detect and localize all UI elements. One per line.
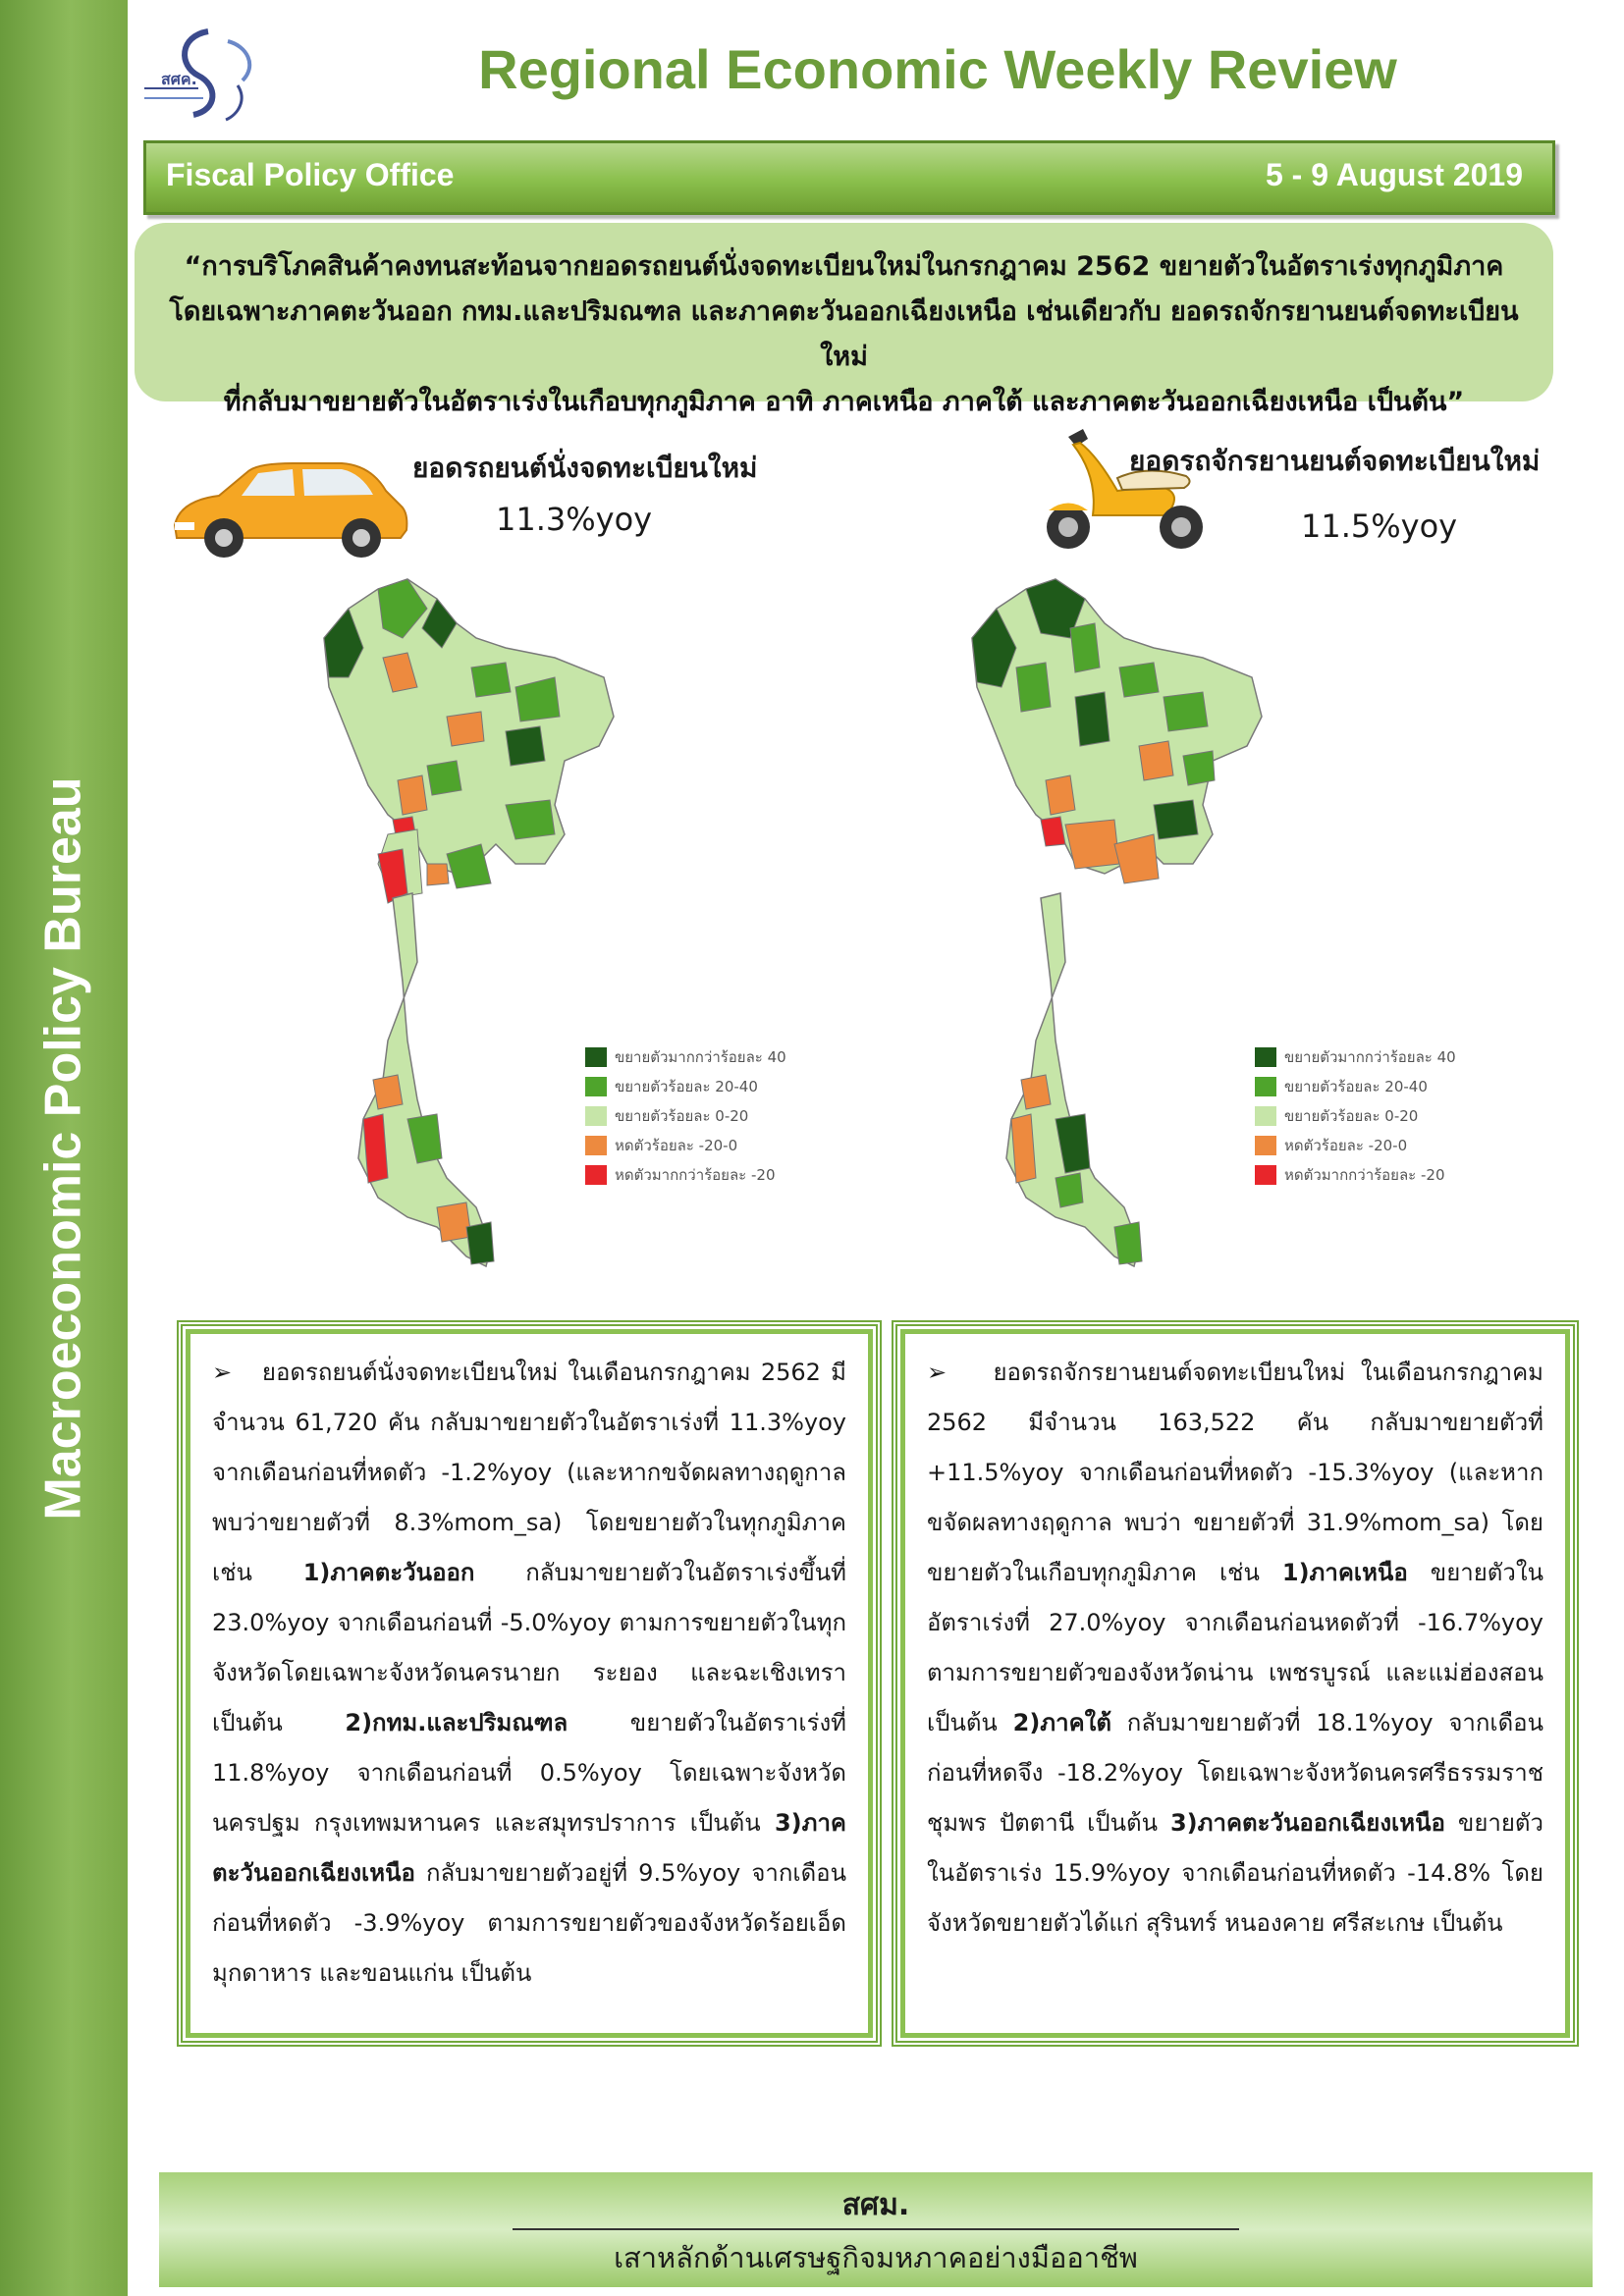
legend-swatch	[585, 1136, 607, 1155]
page-title: Regional Economic Weekly Review	[478, 38, 1397, 100]
legend-item	[1255, 1131, 1456, 1160]
header-organization: Fiscal Policy Office	[166, 157, 455, 192]
region-text: กลับมาขยายตัวอยู่ที่ 9.5%yoy จากเดือนก่อนที่หดตัว -3.9%yoy ตามการขยายตัวของจังหวัดร้อยเอ็ด มุกดาหาร และขอนแก่น เป็นต้น	[212, 1859, 846, 1987]
region-text: ขยายตัวในอัตราเร่งที่ 27.0%yoy จากเดือนก่อนหดตัวที่ -16.7%yoy ตามการขยายตัวของจังหวัดน่าน เพชรบูรณ์ และแม่ฮ่องสอน เป็นต้น	[927, 1559, 1543, 1736]
car-analysis-text	[212, 1348, 846, 1999]
car-icon	[165, 452, 410, 564]
thailand-map-motorcycle	[957, 569, 1281, 1276]
arrow-bullet-icon: ➢	[212, 1359, 262, 1386]
legend-label: หดตัวมากกว่าร้อยละ -20	[615, 1166, 776, 1184]
legend-label: ขยายตัวมากกว่าร้อยละ 40	[1284, 1048, 1456, 1066]
car-analysis-box	[177, 1320, 882, 2047]
motorcycle-province-map	[957, 569, 1281, 1276]
legend-item	[1255, 1042, 1456, 1072]
region-label: 1)ภาคตะวันออก	[302, 1559, 475, 1586]
legend-swatch	[585, 1047, 607, 1067]
region-label: 3)ภาคตะวันออกเฉียงเหนือ	[1169, 1809, 1445, 1837]
logo-text: สศค.	[161, 70, 197, 88]
motorcycle-illustration	[1029, 417, 1220, 560]
region-text: กลับมาขยายตัวในอัตราเร่งขึ้นที่ 23.0%yoy จากเดือนก่อนที่ -5.0%yoy ตามการขยายตัวในทุกจังหวัดโดยเฉพาะจังหวัดนครนายก ระยอง และฉะเชิงเทราเป็นต้น	[212, 1559, 846, 1736]
scooter-icon	[1029, 417, 1220, 560]
side-label: Macroeconomic Policy Bureau	[35, 776, 92, 1521]
legend-item	[1255, 1101, 1456, 1131]
arrow-bullet-icon: ➢	[927, 1359, 994, 1386]
legend-item	[585, 1072, 786, 1101]
car-analysis-intro: ยอดรถยนต์นั่งจดทะเบียนใหม่ ในเดือนกรกฎาคม 2562 มีจำนวน 61,720 คัน กลับมาขยายตัวในอัตราเร่งที่ 11.3%yoy จากเดือนก่อนที่หดตัว -1.2%yoy (และหากขจัดผลทางฤดูกาล พบว่าขยายตัวที่ 8.3%mom_sa) โดยขยายตัวในทุกภูมิภาค เช่น	[212, 1359, 846, 1586]
legend-label: หดตัวร้อยละ -20-0	[615, 1137, 738, 1154]
footer-band	[159, 2172, 1593, 2287]
region-text: กลับมาขยายตัวที่ 18.1%yoy จากเดือนก่อนที่หดจึง -18.2%yoy โดยเฉพาะจังหวัดนครศรีธรรมราช ชุมพร ปัตตานี เป็นต้น	[927, 1709, 1543, 1837]
legend-label: หดตัวมากกว่าร้อยละ -20	[1284, 1166, 1445, 1184]
car-registration-stat: 11.3%yoy	[496, 501, 653, 538]
car-illustration	[165, 452, 410, 564]
legend-item	[585, 1042, 786, 1072]
summary-quote-box	[135, 223, 1553, 417]
side-label-wrap	[15, 746, 113, 1551]
legend-label: ขยายตัวร้อยละ 0-20	[615, 1107, 749, 1125]
legend-label: ขยายตัวมากกว่าร้อยละ 40	[615, 1048, 786, 1066]
legend-label: ขยายตัวร้อยละ 0-20	[1284, 1107, 1419, 1125]
footer-slogan: เสาหลักด้านเศรษฐกิจมหภาคอย่างมืออาชีพ	[614, 2241, 1138, 2274]
legend-swatch	[1255, 1047, 1276, 1067]
car-registration-title: ยอดรถยนต์นั่งจดทะเบียนใหม่	[412, 452, 758, 484]
region-text: ขยายตัวในอัตราเร่ง 15.9%yoy จากเดือนก่อนที่หดตัว -14.8% โดยจังหวัดขยายตัวได้แก่ สุรินทร์ หนองคาย ศรีสะเกษ เป็นต้น	[927, 1809, 1543, 1937]
region-label: 3)ภาคตะวันออกเฉียงเหนือ	[212, 1809, 846, 1887]
footer-divider	[513, 2228, 1239, 2230]
legend-swatch	[1255, 1165, 1276, 1185]
summary-quote	[154, 244, 1534, 425]
region-label: 2)ภาคใต้	[1012, 1709, 1111, 1736]
quote-line: โดยเฉพาะภาคตะวันออก กทม.และปริมณฑล และภาคตะวันออกเฉียงเหนือ เช่นเดียวกับ ยอดรถจักรยานยนต์จดทะเบียนใหม่	[169, 296, 1519, 372]
legend-label: ขยายตัวร้อยละ 20-40	[1284, 1078, 1428, 1095]
legend-item	[1255, 1072, 1456, 1101]
region-label: 2)กทม.และปริมณฑล	[345, 1709, 568, 1736]
legend-item	[585, 1101, 786, 1131]
quote-line: ที่กลับมาขยายตัวในอัตราเร่งในเกือบทุกภูมิภาค อาทิ ภาคเหนือ ภาคใต้ และภาคตะวันออกเฉียงเหนือ เป็นต้น”	[223, 387, 1465, 417]
fpo-logo-icon	[139, 22, 287, 130]
legend-item	[585, 1131, 786, 1160]
region-label: 1)ภาคเหนือ	[1281, 1559, 1408, 1586]
legend-swatch	[1255, 1106, 1276, 1126]
footer-org: สศม.	[841, 2188, 910, 2222]
quote-line: “การบริโภคสินค้าคงทนสะท้อนจากยอดรถยนต์นั่งจดทะเบียนใหม่ในกรกฎาคม 2562 ขยายตัวในอัตราเร่งทุกภูมิภาค	[184, 251, 1504, 282]
motorcycle-registration-title: ยอดรถจักรยานยนต์จดทะเบียนใหม่	[1129, 445, 1541, 477]
legend-label: ขยายตัวร้อยละ 20-40	[615, 1078, 758, 1095]
legend-swatch	[585, 1077, 607, 1096]
motorcycle-registration-stat: 11.5%yoy	[1301, 507, 1458, 545]
motorcycle-map-legend	[1255, 1042, 1456, 1190]
legend-item	[1255, 1160, 1456, 1190]
header-date: 5 - 9 August 2019	[1265, 157, 1523, 192]
legend-item	[585, 1160, 786, 1190]
legend-swatch	[585, 1165, 607, 1185]
region-text: ขยายตัวในอัตราเร่งที่ 11.8%yoy จากเดือนก่อนที่ 0.5%yoy โดยเฉพาะจังหวัดนครปฐม กรุงเทพมหานคร และสมุทรปราการ เป็นต้น	[212, 1709, 847, 1837]
motorcycle-analysis-box	[892, 1320, 1579, 2047]
legend-swatch	[1255, 1136, 1276, 1155]
car-map-legend	[585, 1042, 786, 1190]
legend-label: หดตัวร้อยละ -20-0	[1284, 1137, 1408, 1154]
legend-swatch	[585, 1106, 607, 1126]
fpo-logo	[139, 22, 287, 130]
legend-swatch	[1255, 1077, 1276, 1096]
header-band	[143, 140, 1555, 215]
motorcycle-analysis-text	[927, 1348, 1543, 1949]
motorcycle-analysis-intro: ยอดรถจักรยานยนต์จดทะเบียนใหม่ ในเดือนกรกฎาคม 2562 มีจำนวน 163,522 คัน กลับมาขยายตัวที่ +11.5%yoy จากเดือนก่อนที่หดตัว -15.3%yoy (และหากขจัดผลทางฤดูกาล พบว่า ขยายตัวที่ 31.9%mom_sa) โดยขยายตัวในเกือบทุกภูมิภาค เช่น	[927, 1359, 1543, 1586]
